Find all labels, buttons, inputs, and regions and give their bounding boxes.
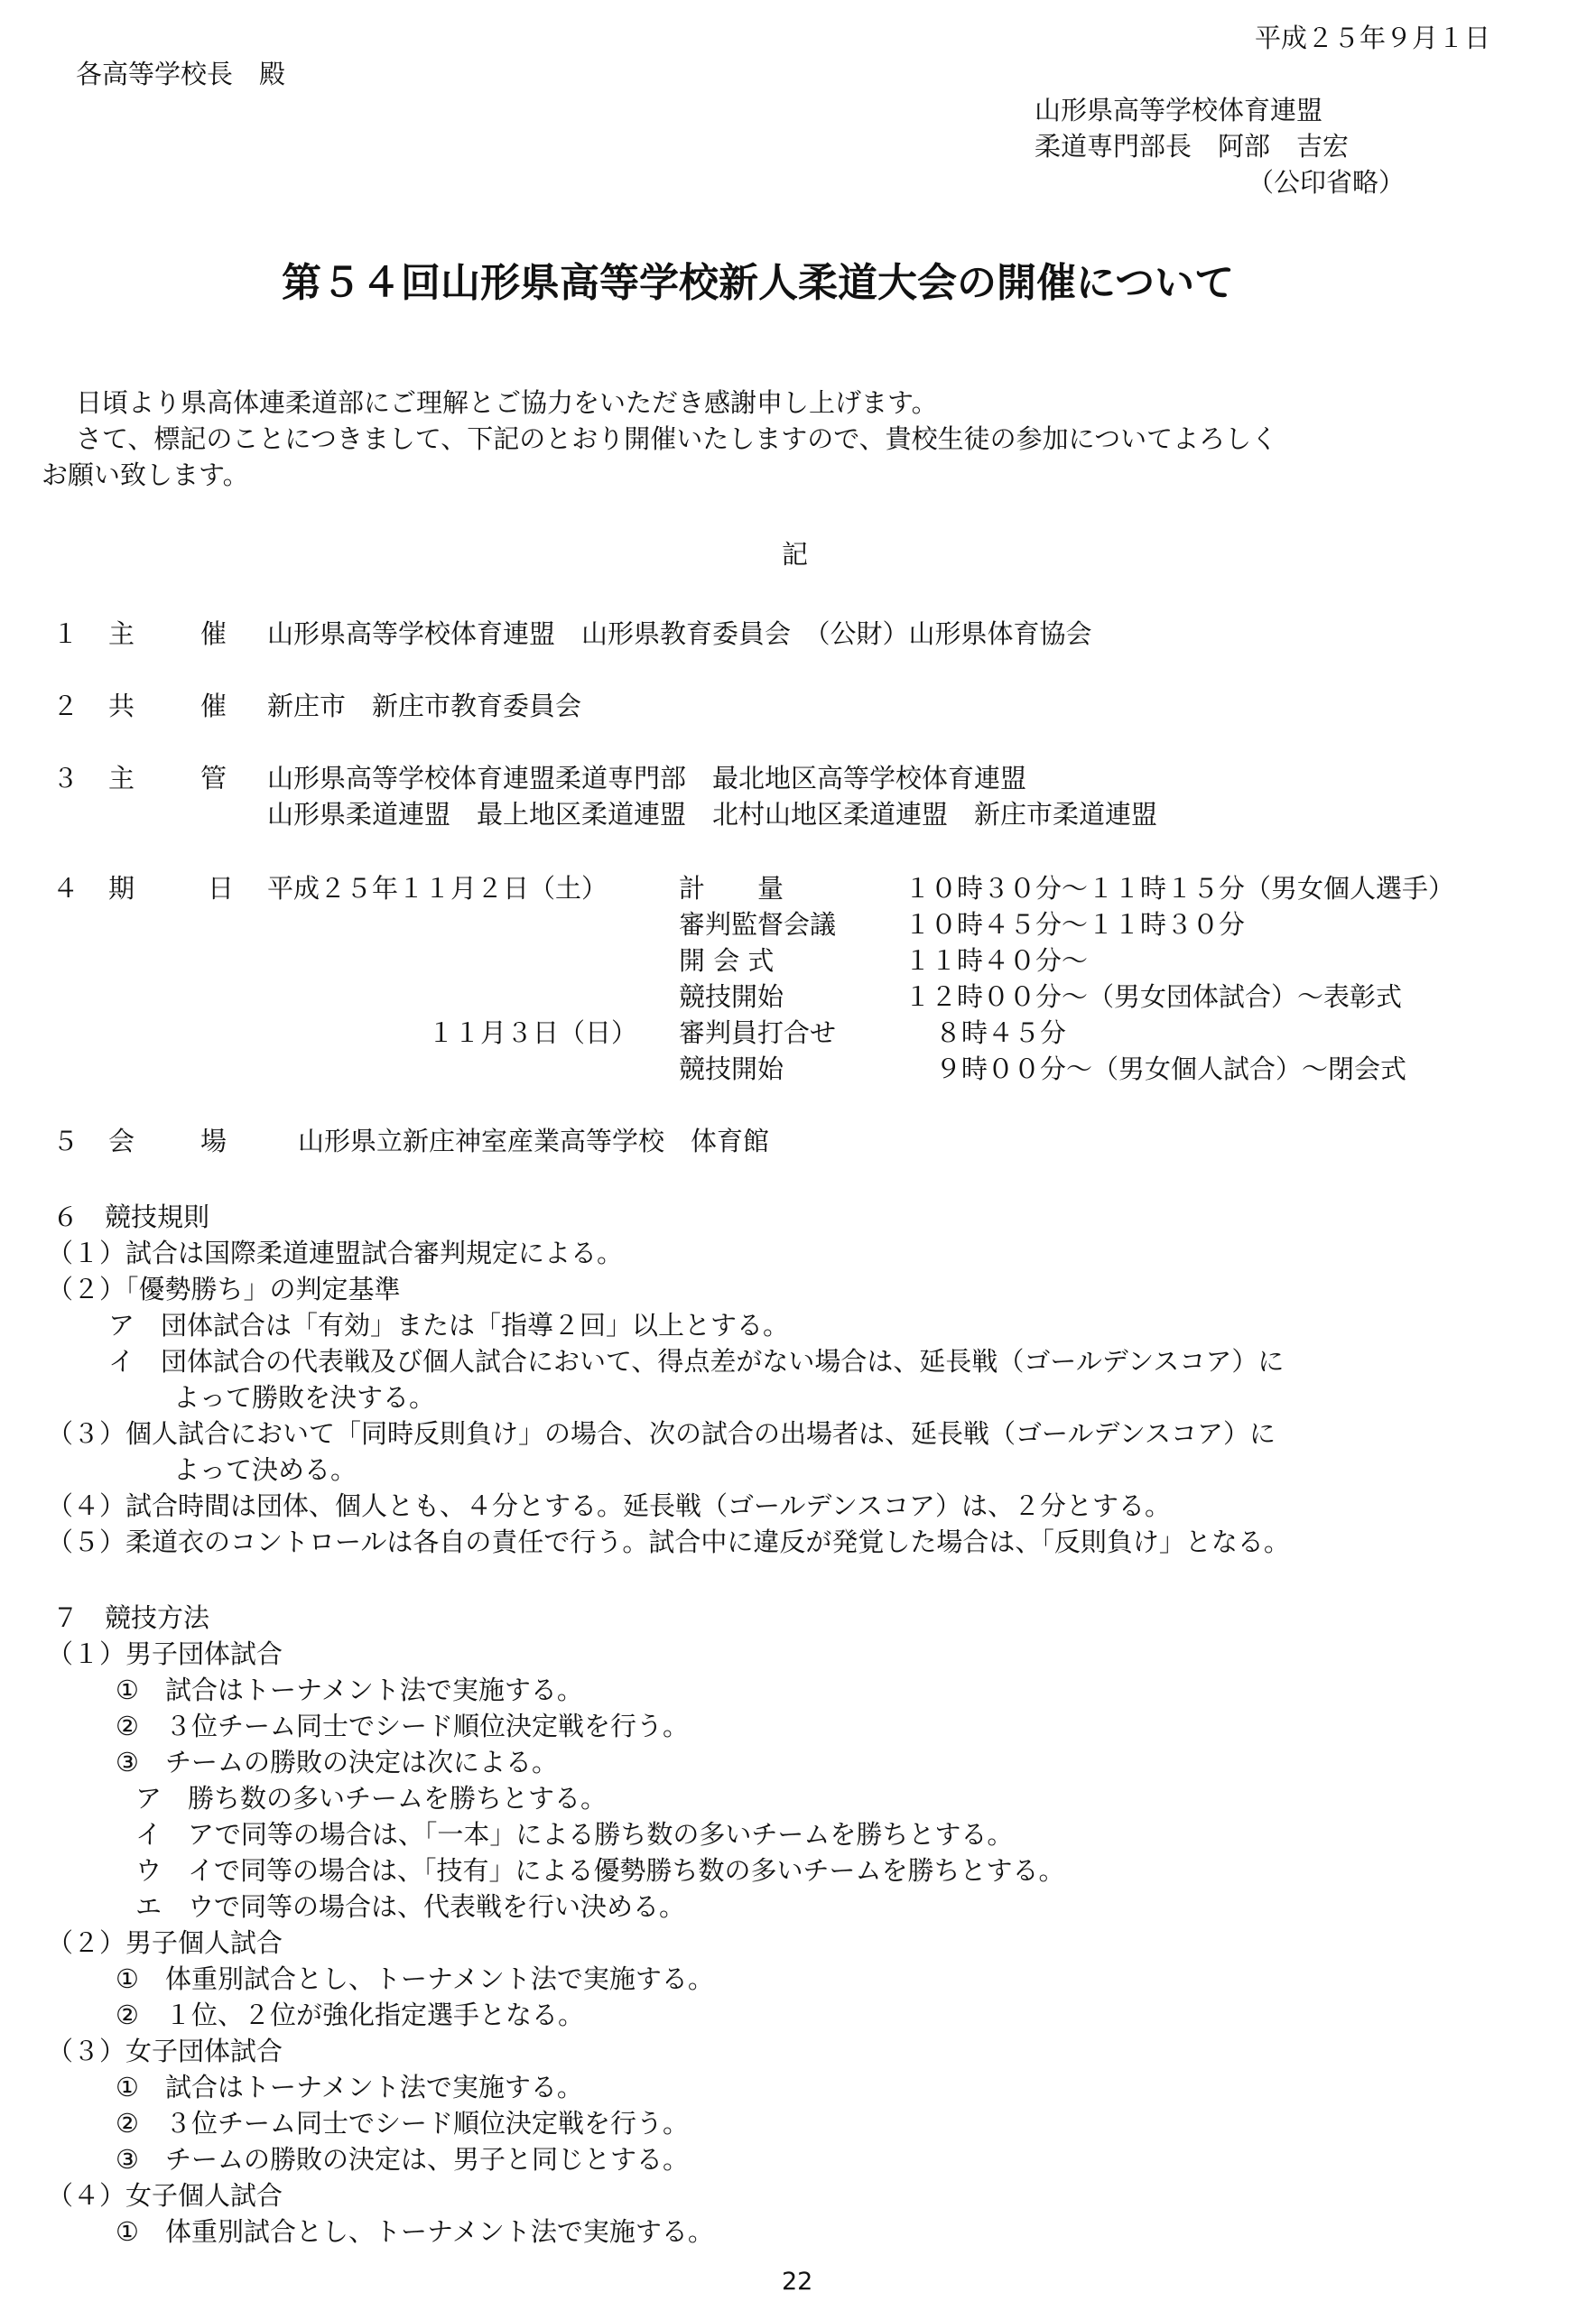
method-line: ③ チームの勝敗の決定は、男子と同じとする。 (116, 2144, 689, 2175)
intro-line-1: 日頃より県高体連柔道部にご理解とご協力をいただき感謝申し上げます。 (76, 387, 938, 418)
method-line: エ ウで同等の場合は、代表戦を行い決める。 (135, 1891, 686, 1922)
section-2-content: 新庄市 新庄市教育委員会 (267, 691, 582, 721)
schedule-event: 計 量 (679, 873, 784, 904)
seal-note: （公印省略） (1248, 167, 1406, 198)
method-line: （４）女子個人試合 (47, 2180, 283, 2211)
rule-line: （５）柔道衣のコントロールは各自の責任で行う。試合中に違反が発覚した場合は、「反則負け」となる。 (47, 1527, 1290, 1557)
rule-line: （１）試合は国際柔道連盟試合審判規定による。 (47, 1238, 624, 1268)
intro-line-2: さて、標記のことにつきまして、下記のとおり開催いたしますので、貴校生徒の参加についてよろしく (76, 423, 1278, 454)
method-line: ① 体重別試合とし、トーナメント法で実施する。 (116, 1963, 714, 1994)
ki-marker: 記 (782, 539, 809, 570)
method-line: ウ イで同等の場合は、「技有」による優勢勝ち数の多いチームを勝ちとする。 (135, 1855, 1065, 1886)
sender-organization: 山形県高等学校体育連盟 (1035, 95, 1323, 125)
schedule-time: １２時００分～（男女団体試合）～表彰式 (905, 981, 1403, 1012)
section-5-number: ５ (52, 1126, 79, 1156)
method-line: ② ３位チーム同士でシード順位決定戦を行う。 (116, 2108, 689, 2139)
rule-line: よって決める。 (173, 1454, 357, 1485)
method-line: ① 体重別試合とし、トーナメント法で実施する。 (116, 2216, 714, 2247)
section-6-heading: ６ 競技規則 (52, 1202, 210, 1232)
section-4-day-1: 平成２５年１１月２日（土） (267, 873, 608, 904)
intro-line-3: お願い致します。 (42, 459, 249, 490)
method-line: ③ チームの勝敗の決定は次による。 (116, 1747, 558, 1777)
method-line: ② ３位チーム同士でシード順位決定戦を行う。 (116, 1711, 689, 1741)
schedule-event: 競技開始 (679, 981, 784, 1012)
section-5-label-b: 場 (200, 1126, 227, 1156)
section-4-label-a: 期 (108, 873, 135, 904)
section-1-label-b: 催 (200, 618, 227, 649)
sender-name: 柔道専門部長 阿部 吉宏 (1035, 131, 1350, 162)
schedule-event: 開 会 式 (679, 945, 775, 976)
section-2-number: ２ (52, 691, 79, 721)
section-3-label-a: 主 (108, 763, 135, 794)
schedule-time: ９時００分～（男女個人試合）～閉会式 (935, 1053, 1407, 1084)
schedule-time: １０時４５分～１１時３０分 (905, 909, 1246, 940)
schedule-time: ８時４５分 (935, 1017, 1067, 1048)
method-line: イ アで同等の場合は、「一本」による勝ち数の多いチームを勝ちとする。 (135, 1819, 1014, 1850)
section-3-number: ３ (52, 763, 79, 794)
schedule-event: 競技開始 (679, 1053, 784, 1084)
section-5-content: 山形県立新庄神室産業高等学校 体育館 (298, 1126, 770, 1156)
rule-line: よって勝敗を決する。 (173, 1382, 436, 1413)
section-4-number: ４ (52, 873, 79, 904)
schedule-time: １０時３０分～１１時１５分（男女個人選手） (905, 873, 1455, 904)
section-1-label-a: 主 (108, 618, 135, 649)
section-4-label-b: 日 (208, 873, 235, 904)
addressee: 各高等学校長 殿 (76, 59, 286, 89)
document-title: 第５４回山形県高等学校新人柔道大会の開催について (282, 260, 1235, 306)
method-line: ア 勝ち数の多いチームを勝ちとする。 (135, 1783, 608, 1814)
schedule-time: １１時４０分～ (905, 945, 1089, 976)
section-3-line-2: 山形県柔道連盟 最上地区柔道連盟 北村山地区柔道連盟 新庄市柔道連盟 (267, 799, 1158, 830)
section-2-label-b: 催 (200, 691, 227, 721)
rule-line: （３）個人試合において「同時反則負け」の場合、次の試合の出場者は、延長戦（ゴールデンスコア）に (47, 1418, 1276, 1449)
method-line: ① 試合はトーナメント法で実施する。 (116, 2072, 583, 2102)
method-line: ② １位、２位が強化指定選手となる。 (116, 2000, 584, 2030)
schedule-event: 審判監督会議 (679, 909, 837, 940)
rule-line: （４）試合時間は団体、個人とも、４分とする。延長戦（ゴールデンスコア）は、２分とする。 (47, 1490, 1171, 1521)
section-2-label-a: 共 (108, 691, 135, 721)
method-line: （２）男子個人試合 (47, 1927, 283, 1958)
section-1-number: １ (52, 618, 79, 649)
section-7-heading: ７ 競技方法 (52, 1602, 210, 1633)
method-line: ① 試合はトーナメント法で実施する。 (116, 1675, 583, 1705)
rule-line: （２）「優勢勝ち」の判定基準 (47, 1274, 401, 1304)
rule-line: ア 団体試合は「有効」または「指導２回」以上とする。 (108, 1310, 790, 1341)
section-3-line-1: 山形県高等学校体育連盟柔道専門部 最北地区高等学校体育連盟 (267, 763, 1027, 794)
section-1-content: 山形県高等学校体育連盟 山形県教育委員会 （公財）山形県体育協会 (267, 618, 1092, 649)
page-number: 22 (782, 2268, 813, 2296)
section-5-label-a: 会 (108, 1126, 135, 1156)
method-line: （１）男子団体試合 (47, 1638, 283, 1669)
method-line: （３）女子団体試合 (47, 2036, 283, 2066)
section-4-day-2: １１月３日（日） (428, 1017, 638, 1048)
rule-line: イ 団体試合の代表戦及び個人試合において、得点差がない場合は、延長戦（ゴールデンスコア）に (108, 1346, 1285, 1377)
schedule-event: 審判員打合せ (679, 1017, 837, 1048)
section-3-label-b: 管 (200, 763, 227, 794)
document-date: 平成２５年９月１日 (1255, 23, 1491, 53)
